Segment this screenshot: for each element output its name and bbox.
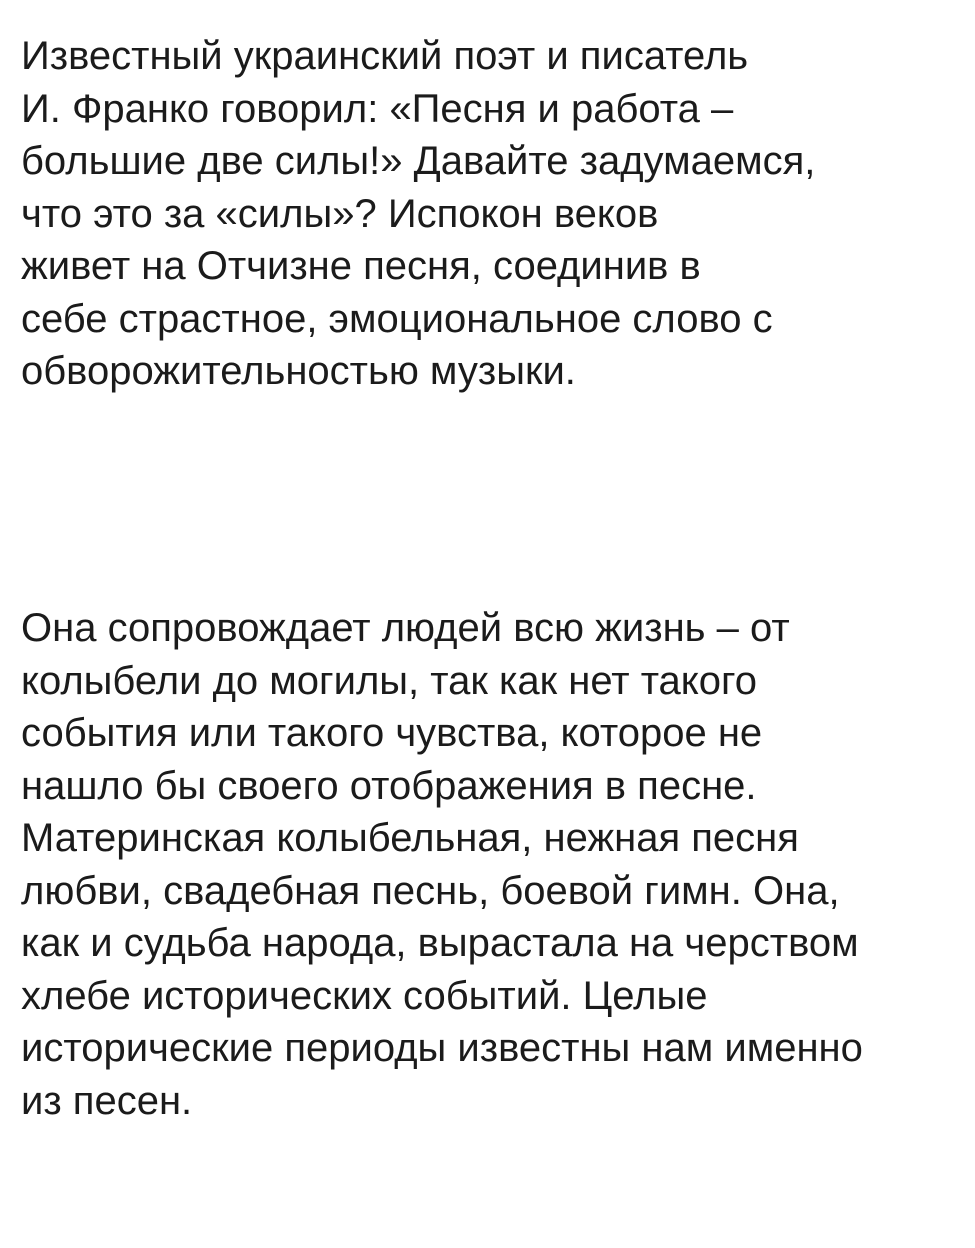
text-line: Материнская колыбельная, нежная песня [21,816,799,860]
text-line: нашло бы своего отображения в песне. [21,763,757,808]
text-line: Она сопровождает людей всю жизнь – от [21,606,790,650]
text-line: хлебе исторических событий. Целые [21,973,708,1018]
text-line: из песен. [21,1078,193,1123]
paragraph-2 [21,602,863,1127]
paragraph-1 [21,30,815,398]
text-line: большие две силы!» Давайте задумаемся, [21,139,816,183]
text-line: обворожительностью музыки. [21,349,576,393]
text-line: живет на Отчизне песня, соединив в [21,244,701,288]
text-line: что это за «силы»? Испокон веков [21,191,659,236]
text-line: И. Франко говорил: «Песня и работа – [21,86,734,131]
text-line: Известный украинский поэт и писатель [21,34,749,78]
text-line: колыбели до могилы, так как нет такого [21,658,757,703]
text-line: исторические периоды известны нам именно [21,1026,863,1070]
text-line: события или такого чувства, которое не [21,711,763,755]
text-line: как и судьба народа, вырастала на черством [21,921,859,965]
text-line: любви, свадебная песнь, боевой гимн. Она, [21,868,840,913]
text-line: себе страстное, эмоциональное слово с [21,296,773,341]
